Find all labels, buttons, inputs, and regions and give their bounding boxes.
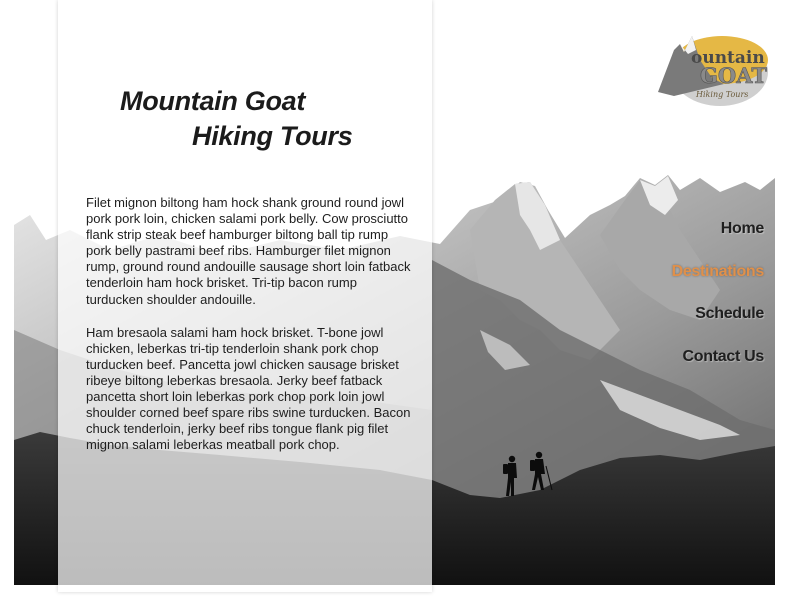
nav-destinations[interactable]: Destinations — [671, 262, 764, 280]
title-line-1: Mountain Goat — [120, 86, 306, 116]
nav-home[interactable]: Home — [720, 220, 764, 237]
logo-top-text: ountain — [691, 48, 765, 68]
nav-contact-us[interactable]: Contact Us — [682, 347, 764, 365]
page-title — [60, 84, 432, 154]
article-body — [86, 195, 416, 470]
nav-schedule[interactable]: Schedule — [695, 305, 764, 322]
paragraph-1: Filet mignon biltong ham hock shank ground round jowl pork pork loin, chicken salami pork belly. Cow prosciutto flank strip steak beef hamburger biltong ball tip rump pork belly pastrami beef ribs. Hamburger filet mignon rump, ground round andouille sausage short loin fatback tenderloin ham hock brisket. Tri-tip bacon rump turducken shoulder andouille. — [86, 195, 411, 307]
logo-tagline: Hiking Tours — [696, 90, 749, 99]
logo-big-text: GOAT — [700, 63, 767, 88]
mountain-goat-logo[interactable] — [654, 30, 774, 110]
title-line-2: Hiking Tours — [192, 121, 353, 151]
main-nav — [672, 219, 764, 389]
paragraph-2: Ham bresaola salami ham hock brisket. T-bone jowl chicken, leberkas tri-tip tenderloin shank pork chop turducken beef. Pancetta jowl chicken sausage brisket ribeye biltong leberkas bresaola. Jerky beef fatback pancetta short loin leberkas pork chop pork loin jowl shoulder corned beef spare ribs swine turducken. Bacon chuck tenderloin, jerky beef ribs tongue flank pig filet mignon salami leberkas meatball pork chop. — [86, 324, 411, 453]
